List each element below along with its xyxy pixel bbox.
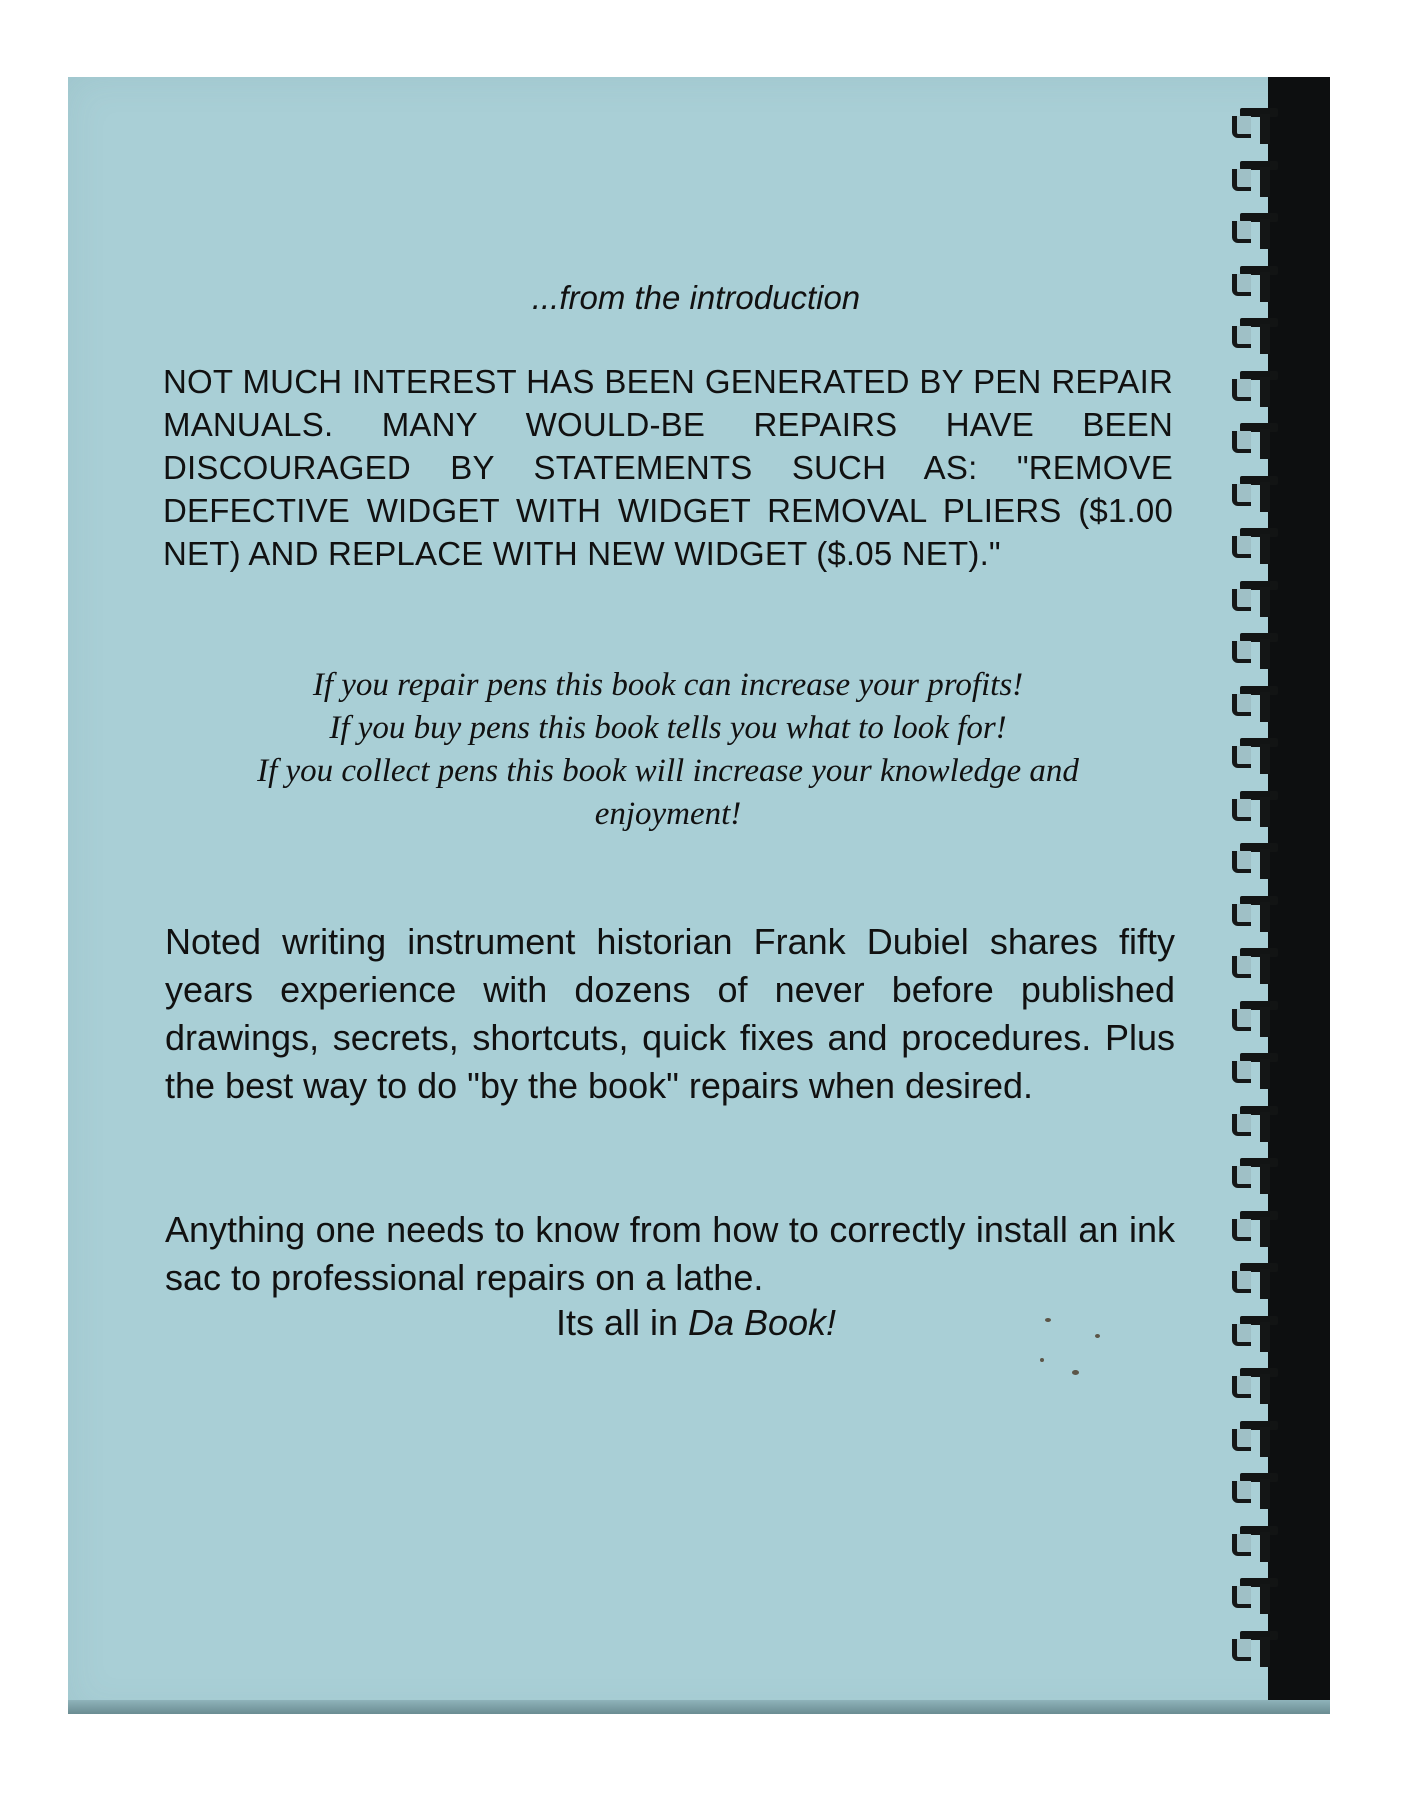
book-title: Da Book! (687, 1302, 837, 1343)
benefit-line: If you repair pens this book can increase your profits! (312, 667, 1024, 703)
binding-coil (1230, 1368, 1278, 1404)
binding-coil (1230, 161, 1278, 197)
binding-coil (1230, 948, 1278, 984)
stain-speck (1040, 1358, 1044, 1362)
back-cover (68, 77, 1324, 1714)
scope-paragraph: Anything one needs to know from how to correctly install an ink sac to professional repairs on a lathe. (165, 1209, 1175, 1298)
description-paragraph: Noted writing instrument historian Frank Dubiel shares fifty years experience with dozens of never before published drawings, secrets, shortcuts, quick fixes and procedures. Plus the best way to do "by the book" repairs when desired. (165, 921, 1175, 1106)
binding-coil (1230, 1631, 1278, 1667)
stain-speck (1072, 1370, 1079, 1375)
stain-speck (1095, 1334, 1100, 1338)
binding-coil (1230, 1001, 1278, 1037)
binding-coil (1230, 1526, 1278, 1562)
closing-line (68, 1302, 1324, 1344)
benefit-line: If you buy pens this book tells you what to look for! (329, 710, 1007, 746)
binding-coil (1230, 371, 1278, 407)
benefit-line: If you collect pens this book will increase your knowledge and enjoyment! (257, 753, 1079, 832)
quote-text: NOT MUCH INTEREST HAS BEEN GENERATED BY PEN REPAIR MANUALS. MANY WOULD-BE REPAIRS HAVE BEEN DISCOURAGED BY STATEMENTS SUCH AS: "REMOVE DEFECTIVE WIDGET WITH WIDGET REMOVAL PLIERS ($1.00 NET) AND REPLACE WITH NEW WIDGET ($.05 NET)." (163, 363, 1173, 572)
binding-coil (1230, 843, 1278, 879)
binding-coil (1230, 1578, 1278, 1614)
binding-coil (1230, 1473, 1278, 1509)
binding-coil (1230, 1421, 1278, 1457)
intro-heading: ...from the introduction (531, 279, 861, 316)
binding-coil (1230, 1053, 1278, 1089)
binding-coil (1230, 738, 1278, 774)
binding-coil (1230, 791, 1278, 827)
binding-coil (1230, 633, 1278, 669)
binding-coil (1230, 1158, 1278, 1194)
binding-coil (1230, 1211, 1278, 1247)
binding-coil (1230, 581, 1278, 617)
binding-coil (1230, 686, 1278, 722)
binding-coil (1230, 318, 1278, 354)
binding-coil (1230, 1106, 1278, 1142)
quote-paragraph (163, 360, 1173, 575)
stain-speck (1045, 1318, 1051, 1322)
binding-coil (1230, 1263, 1278, 1299)
binding-coil (1230, 213, 1278, 249)
binding-coil (1230, 423, 1278, 459)
binding-coil (1230, 476, 1278, 512)
cover-bottom-edge (68, 1700, 1330, 1714)
binding-coil (1230, 108, 1278, 144)
closing-prefix: Its all in (555, 1302, 688, 1343)
benefits-list (163, 664, 1173, 836)
binding-coil (1230, 896, 1278, 932)
binding-coil (1230, 528, 1278, 564)
